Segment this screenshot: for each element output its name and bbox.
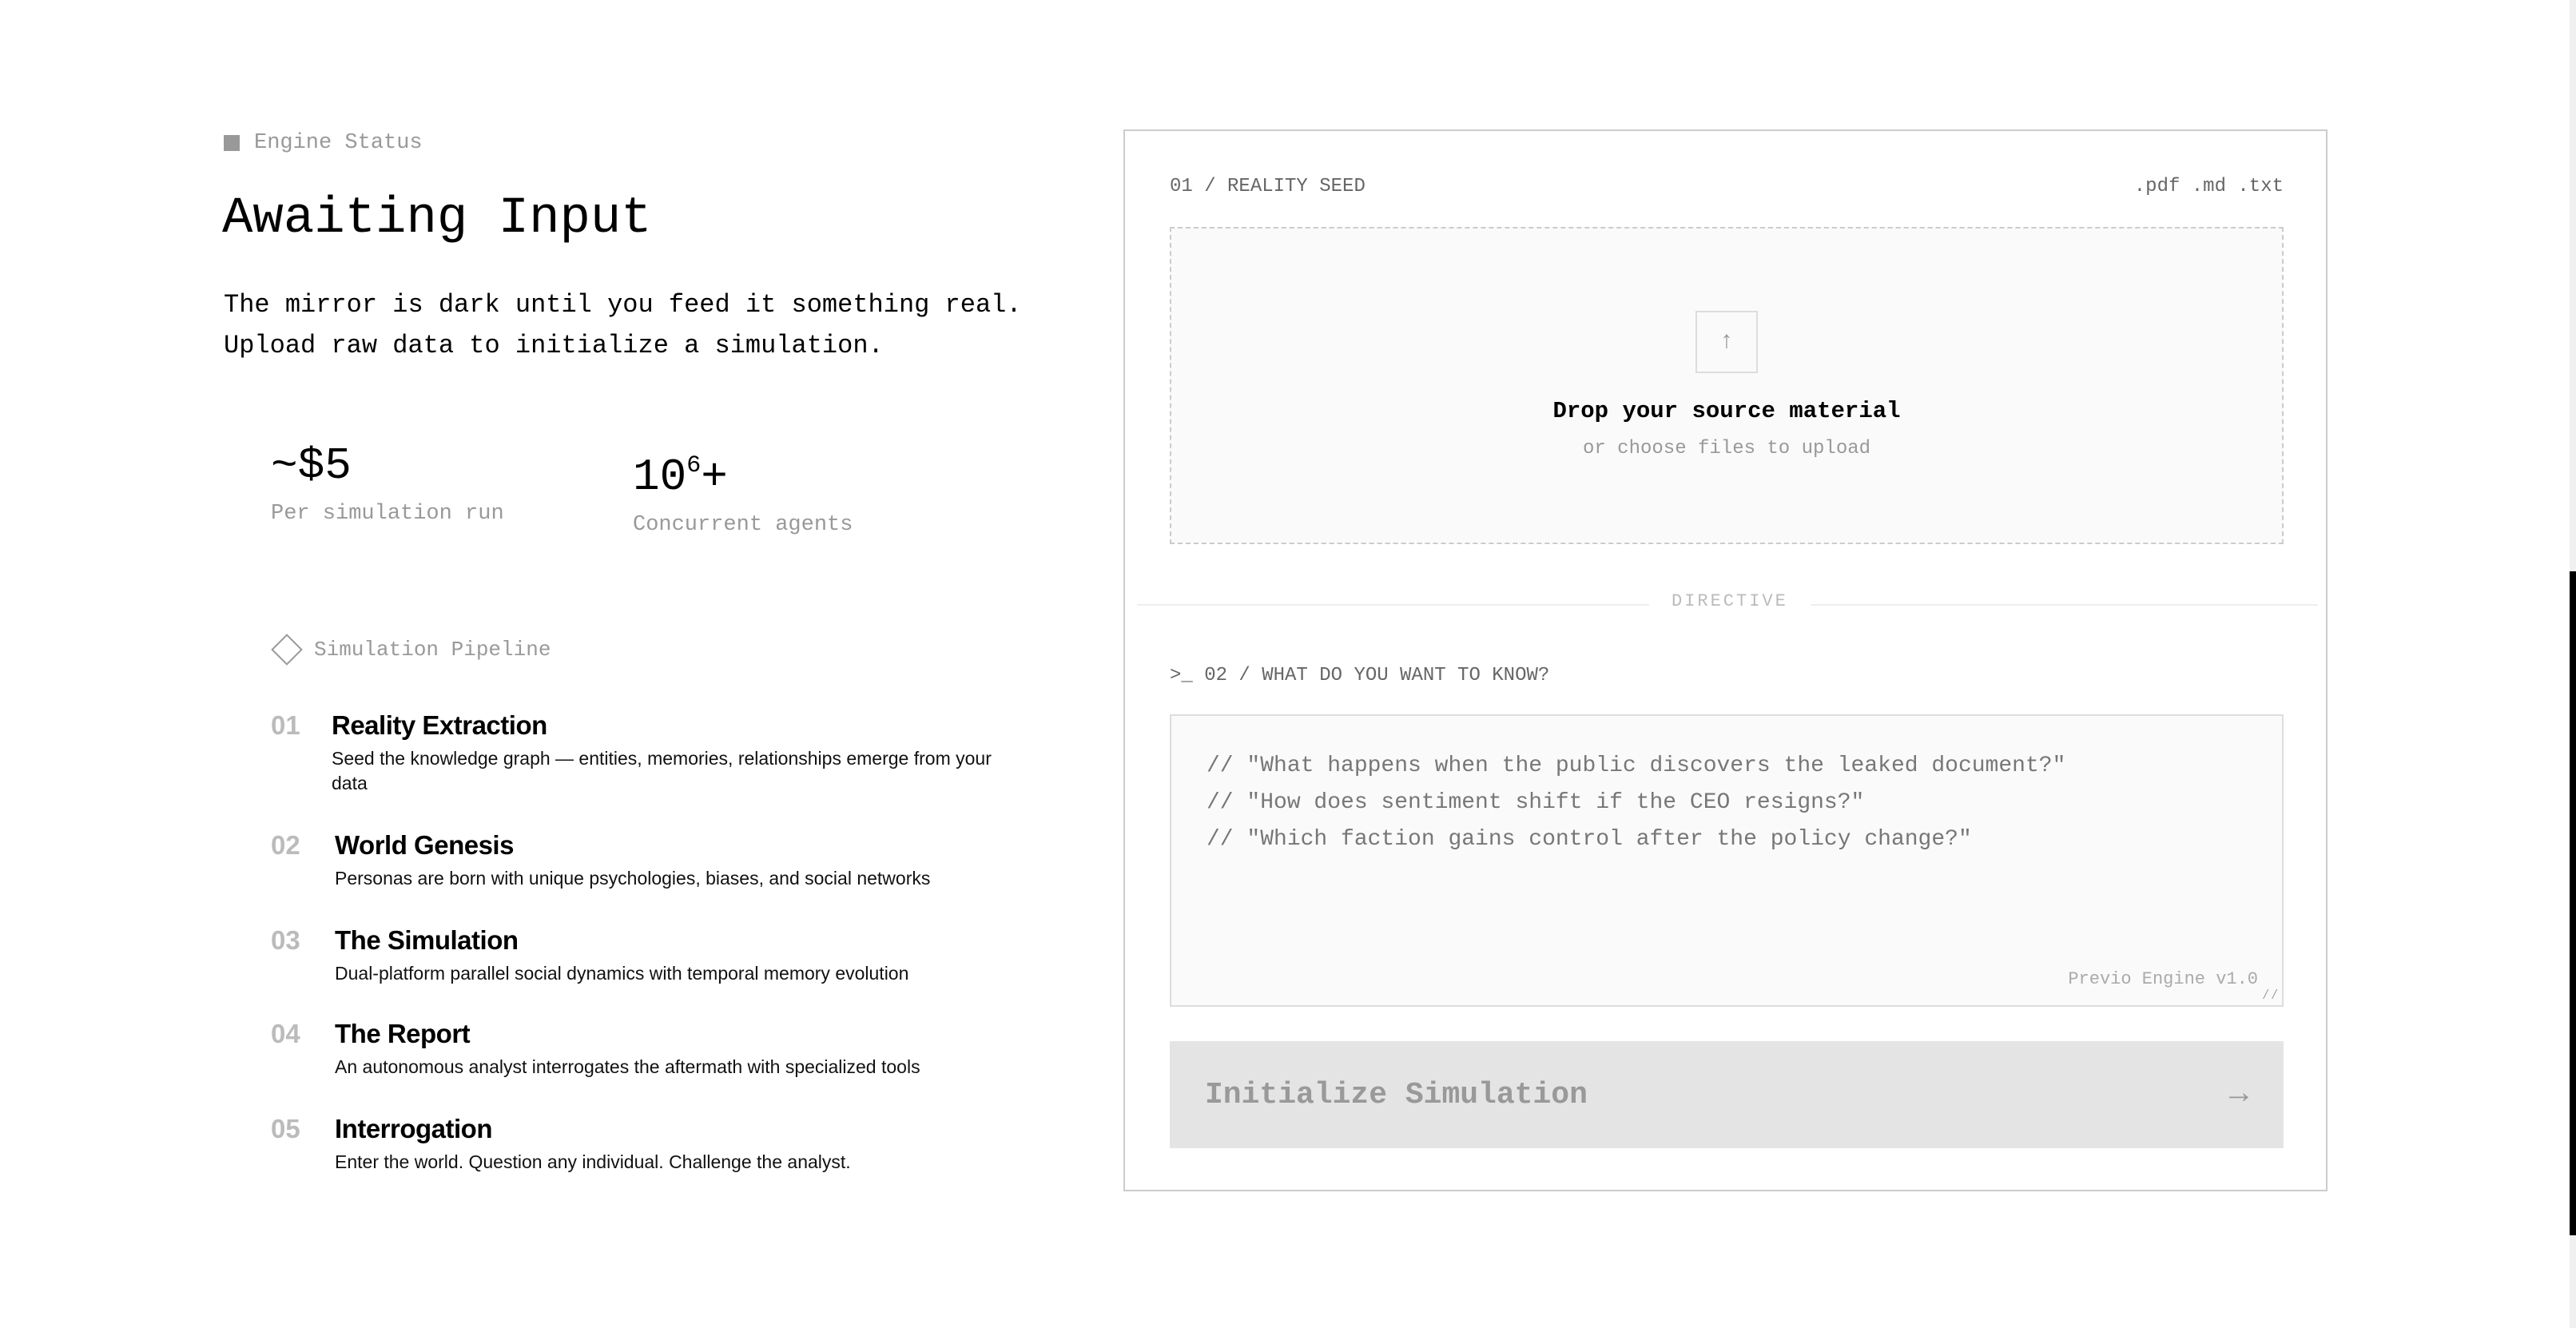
directive-label: DIRECTIVE	[1649, 591, 1811, 611]
pipeline-step	[271, 1018, 998, 1079]
reality-seed-label: 01 / REALITY SEED	[1170, 176, 1366, 197]
step-description: An autonomous analyst interrogates the aftermath with specialized tools	[335, 1056, 920, 1077]
step-title: World Genesis	[335, 830, 514, 860]
initialize-simulation-button[interactable]	[1170, 1041, 2284, 1148]
resize-handle-icon[interactable]: ⁄⁄	[2261, 988, 2279, 1004]
pipeline-header	[271, 638, 551, 662]
question-label: >_ 02 / WHAT DO YOU WANT TO KNOW?	[1170, 665, 1550, 686]
step-title: The Simulation	[335, 925, 519, 955]
hero-description	[224, 284, 1022, 366]
pipeline-step	[271, 924, 998, 986]
engine-status-text: Engine Status	[254, 131, 423, 155]
step-description: Seed the knowledge graph — entities, memories, relationships emerge from your data	[332, 748, 992, 793]
arrow-up-icon: ↑	[1695, 311, 1758, 373]
step-title: Reality Extraction	[332, 710, 547, 740]
pipeline-step	[271, 829, 998, 891]
stat-label: Per simulation run	[271, 502, 504, 526]
step-description: Dual-platform parallel social dynamics with temporal memory evolution	[335, 963, 909, 984]
hero-desc-line: The mirror is dark until you feed it something real.	[224, 290, 1022, 320]
stat-value: ~$5	[271, 440, 352, 491]
arrow-right-icon: →	[2228, 1076, 2248, 1113]
textarea-placeholder: // "What happens when the public discovers the leaked document?" // "How does sentiment shift if the CEO resigns?" // "Which faction gains control after the policy change?"	[1207, 753, 2066, 852]
stat-cost	[271, 439, 504, 526]
question-textarea[interactable]	[1170, 714, 2284, 1007]
pipeline-header-text: Simulation Pipeline	[314, 638, 551, 662]
step-number: 04	[271, 1019, 300, 1048]
step-description: Personas are born with unique psychologies, biases, and social networks	[335, 868, 931, 889]
stat-agents	[633, 439, 853, 537]
stat-label: Concurrent agents	[633, 513, 853, 537]
engine-version: Previo Engine v1.0	[2068, 969, 2258, 989]
button-label: Initialize Simulation	[1205, 1077, 1588, 1112]
step-number: 05	[271, 1114, 300, 1143]
page-title: Awaiting Input	[222, 190, 652, 248]
square-icon	[224, 135, 240, 151]
scrollbar-thumb[interactable]	[2570, 571, 2576, 1235]
dropzone-title: Drop your source material	[1552, 398, 1901, 424]
hero-desc-line: Upload raw data to initialize a simulation.	[224, 331, 884, 360]
step-number: 02	[271, 830, 300, 860]
step-title: Interrogation	[335, 1114, 492, 1143]
step-title: The Report	[335, 1019, 471, 1048]
choose-files-link[interactable]: or choose files to upload	[1582, 438, 1871, 459]
step-number: 01	[271, 710, 300, 740]
stat-value: $10^6+$	[633, 451, 728, 503]
step-number: 03	[271, 925, 300, 955]
file-dropzone[interactable]	[1170, 227, 2284, 544]
engine-status-label	[224, 131, 423, 155]
diamond-icon	[271, 634, 303, 666]
pipeline-step	[271, 710, 995, 796]
pipeline-step	[271, 1113, 998, 1175]
step-description: Enter the world. Question any individual. Challenge the analyst.	[335, 1151, 851, 1172]
accepted-formats: .pdf .md .txt	[2133, 176, 2284, 197]
